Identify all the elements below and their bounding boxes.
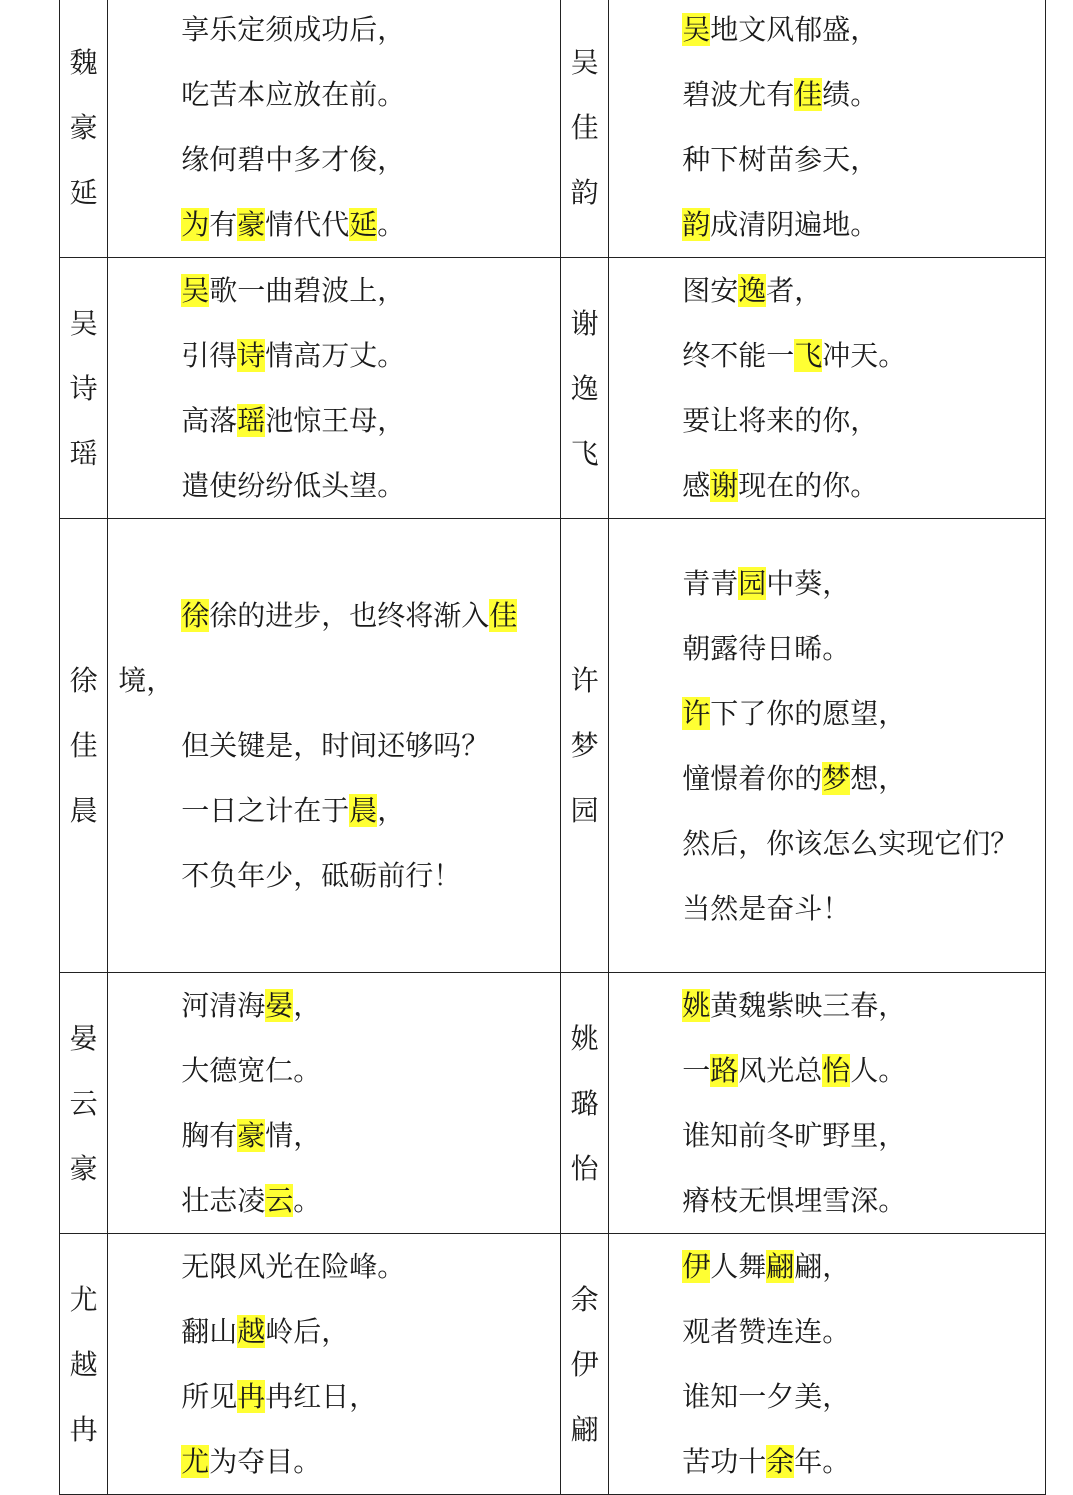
name-character-highlight: 园	[738, 566, 767, 600]
poem-line	[619, 127, 1037, 192]
poem-line	[619, 1299, 1037, 1364]
poem-text-segment: 河清海	[181, 989, 266, 1022]
student-name-cell	[561, 0, 609, 258]
poem-line	[619, 1038, 1037, 1103]
poem-text-segment: 情，	[265, 1119, 322, 1152]
name-character-highlight: 姚	[682, 989, 711, 1022]
student-name: 吴佳韵	[570, 45, 599, 209]
poem-line	[619, 453, 1037, 518]
poem-text-segment: 现在的你。	[738, 469, 879, 502]
acrostic-poem-cell	[609, 973, 1046, 1234]
poem-text-segment: 缘何碧中多才俊，	[181, 143, 406, 176]
name-character-highlight: 晨	[349, 794, 378, 827]
poem-line	[118, 713, 552, 778]
name-character-highlight: 延	[349, 208, 378, 241]
poem-text-segment: 绩。	[822, 78, 879, 111]
poem-text-segment: 终不能一	[682, 339, 795, 372]
poem-text-segment: 苦功十	[682, 1445, 767, 1478]
student-name-cell	[60, 1234, 108, 1495]
name-character-highlight: 尤	[181, 1445, 210, 1478]
poem-text-segment: 池惊王母，	[265, 404, 406, 437]
poem-text-segment: 歌一曲碧波上，	[209, 274, 406, 307]
poem-text-segment: 岭后，	[265, 1315, 350, 1348]
table-row	[60, 258, 1046, 519]
poem-line	[118, 843, 552, 908]
student-name-cell	[60, 973, 108, 1234]
poem-text-segment: 翻山	[181, 1315, 238, 1348]
acrostic-poem-cell	[108, 973, 561, 1234]
student-name: 许梦园	[570, 664, 599, 827]
poem-line	[118, 62, 552, 127]
name-character-highlight: 徐	[181, 599, 210, 632]
name-character-highlight: 伊	[682, 1250, 711, 1283]
name-character-highlight: 翩	[766, 1250, 795, 1283]
poem-line	[619, 388, 1037, 453]
poem-text-segment: 朝露待日晞。	[682, 631, 851, 665]
name-character-highlight: 韵	[682, 208, 711, 241]
poem-text-segment: 冲天。	[822, 339, 907, 372]
name-character-highlight: 梦	[822, 761, 851, 795]
poem-text-segment: 一日之计在于	[181, 794, 350, 827]
student-name: 余伊翩	[570, 1282, 599, 1446]
poem-line	[118, 973, 552, 1038]
name-character-highlight: 吴	[181, 274, 210, 307]
poem-text-segment: 。	[293, 1184, 322, 1217]
poem-text-segment: 憧憬着你的	[682, 761, 823, 795]
poem-text-segment: 遣使纷纷低头望。	[181, 469, 406, 502]
name-character-highlight: 怡	[822, 1054, 851, 1087]
name-character-highlight: 豪	[237, 208, 266, 241]
poem-line	[619, 323, 1037, 388]
poem-text-segment: 黄魏紫映三春，	[710, 989, 907, 1022]
poem-text-segment: 地文风郁盛，	[710, 13, 879, 46]
student-name: 尤越冉	[69, 1282, 98, 1446]
poem-text-segment: 引得	[181, 339, 238, 372]
acrostic-poem	[108, 973, 560, 1233]
poem-text-segment: ，	[377, 794, 406, 827]
name-character-highlight: 豪	[237, 1119, 266, 1152]
poem-text-segment: 中葵，	[766, 566, 851, 600]
student-name: 晏云豪	[69, 1021, 98, 1185]
acrostic-poem	[609, 0, 1045, 257]
acrostic-poem	[108, 1234, 560, 1494]
acrostic-poem	[108, 0, 560, 257]
poem-text-segment: 为夺目。	[209, 1445, 322, 1478]
poem-text-segment: 谁知一夕美，	[682, 1380, 851, 1413]
poem-text-segment: 境，	[118, 664, 175, 697]
poem-text-segment: 成清阴遍地。	[710, 208, 879, 241]
acrostic-poem	[609, 258, 1045, 518]
poem-line	[619, 258, 1037, 323]
poem-line	[118, 453, 552, 518]
name-character-highlight: 佳	[794, 78, 823, 111]
name-character-highlight: 路	[710, 1054, 739, 1087]
acrostic-poem-cell	[609, 519, 1046, 973]
name-character-highlight: 吴	[682, 13, 711, 46]
table-row	[60, 1234, 1046, 1495]
poem-line	[619, 1234, 1037, 1299]
acrostic-poem	[108, 258, 560, 518]
poem-line	[619, 551, 1037, 616]
student-name-cell	[60, 258, 108, 519]
poem-line	[118, 1299, 552, 1364]
poem-text-segment: 不负年少，砥砺前行！	[181, 859, 462, 892]
poem-line	[118, 583, 552, 713]
student-name-cell	[60, 519, 108, 973]
poem-line	[118, 0, 552, 62]
poem-line	[619, 616, 1037, 681]
name-character-highlight: 诗	[237, 339, 266, 372]
acrostic-poem-cell	[108, 1234, 561, 1495]
student-name: 魏豪延	[69, 45, 98, 209]
poem-line	[118, 192, 552, 257]
student-name: 谢逸飞	[570, 306, 599, 470]
poem-line	[118, 1364, 552, 1429]
poem-text-segment: 图安	[682, 274, 739, 307]
poem-text-segment: 冉红日，	[265, 1380, 378, 1413]
student-name: 姚璐怡	[570, 1021, 599, 1185]
poem-line	[619, 1103, 1037, 1168]
name-character-highlight: 冉	[237, 1380, 266, 1413]
poem-line	[118, 323, 552, 388]
poem-line	[118, 778, 552, 843]
student-name-cell	[561, 258, 609, 519]
poem-line	[619, 681, 1037, 746]
poem-line	[118, 1234, 552, 1299]
name-character-highlight: 瑶	[237, 404, 266, 437]
poem-text-segment: 观者赞连连。	[682, 1315, 851, 1348]
poem-text-segment: 一	[682, 1054, 711, 1087]
name-character-highlight: 余	[766, 1445, 795, 1478]
name-character-highlight: 佳	[489, 599, 518, 632]
table-row	[60, 0, 1046, 258]
poem-text-segment: 高落	[181, 404, 238, 437]
poem-text-segment: 但关键是，时间还够吗？	[181, 729, 490, 762]
acrostic-poem-cell	[609, 1234, 1046, 1495]
acrostic-poem	[609, 973, 1045, 1233]
acrostic-poem-cell	[108, 258, 561, 519]
poem-text-segment: 吃苦本应放在前。	[181, 78, 406, 111]
poem-text-segment: 谁知前冬旷野里，	[682, 1119, 907, 1152]
name-character-highlight: 许	[682, 696, 711, 730]
poem-line	[619, 973, 1037, 1038]
poem-line	[619, 746, 1037, 811]
poem-line	[118, 1103, 552, 1168]
table-row	[60, 519, 1046, 973]
poem-line	[619, 1168, 1037, 1233]
poem-text-segment: 年。	[794, 1445, 851, 1478]
student-name: 吴诗瑶	[69, 306, 98, 470]
acrostic-poem-cell	[108, 0, 561, 258]
student-name: 徐佳晨	[69, 664, 98, 827]
poem-line	[118, 1429, 552, 1494]
student-name-cell	[561, 1234, 609, 1495]
poem-line	[619, 1429, 1037, 1494]
poem-text-segment: 徐的进步，也终将渐入	[209, 599, 490, 632]
poem-line	[619, 0, 1037, 62]
poem-text-segment: 者，	[766, 274, 823, 307]
poem-text-segment: 。	[377, 208, 406, 241]
poem-text-segment: 情代代	[265, 208, 350, 241]
poem-text-segment: ，	[293, 989, 322, 1022]
name-character-highlight: 云	[265, 1184, 294, 1217]
student-name-cell	[60, 0, 108, 258]
poem-text-segment: 感	[682, 469, 711, 502]
poem-line	[118, 388, 552, 453]
acrostic-poem-cell	[609, 0, 1046, 258]
poem-text-segment: 种下树苗参天，	[682, 143, 879, 176]
acrostic-poem	[609, 551, 1045, 941]
acrostic-poem	[609, 1234, 1045, 1494]
poem-text-segment: 青青	[682, 566, 739, 600]
poem-text-segment: 瘠枝无惧埋雪深。	[682, 1184, 907, 1217]
poem-text-segment: 风光总	[738, 1054, 823, 1087]
student-name-cell	[561, 973, 609, 1234]
name-character-highlight: 谢	[710, 469, 739, 502]
poem-text-segment: 享乐定须成功后，	[181, 13, 406, 46]
name-character-highlight: 逸	[738, 274, 767, 307]
poem-text-segment: 要让将来的你，	[682, 404, 879, 437]
poem-line	[619, 62, 1037, 127]
poem-line	[118, 258, 552, 323]
poem-text-segment: 壮志凌	[181, 1184, 266, 1217]
poem-text-segment: 碧波尤有	[682, 78, 795, 111]
poem-text-segment: 然后，你该怎么实现它们？	[682, 826, 1019, 860]
poem-text-segment: 有	[209, 208, 238, 241]
student-name-cell	[561, 519, 609, 973]
poem-line	[619, 192, 1037, 257]
acrostic-poem-cell	[108, 519, 561, 973]
table-row	[60, 973, 1046, 1234]
poem-table	[59, 0, 1046, 1495]
poem-line	[118, 1168, 552, 1233]
poem-text-segment: 当然是奋斗！	[682, 891, 851, 925]
poem-table-body	[60, 0, 1046, 1495]
poem-line	[118, 1038, 552, 1103]
acrostic-poem-cell	[609, 258, 1046, 519]
poem-line	[619, 1364, 1037, 1429]
poem-text-segment: 下了你的愿望，	[710, 696, 907, 730]
poem-text-segment: 大德宽仁。	[181, 1054, 322, 1087]
poem-text-segment: 人舞	[710, 1250, 767, 1283]
acrostic-poem	[108, 583, 560, 908]
poem-text-segment: 翩，	[794, 1250, 851, 1283]
name-character-highlight: 飞	[794, 339, 823, 372]
poem-text-segment: 胸有	[181, 1119, 238, 1152]
poem-text-segment: 人。	[850, 1054, 907, 1087]
poem-line	[619, 876, 1037, 941]
poem-text-segment: 所见	[181, 1380, 238, 1413]
name-character-highlight: 越	[237, 1315, 266, 1348]
poem-text-segment: 情高万丈。	[265, 339, 406, 372]
poem-text-segment: 无限风光在险峰。	[181, 1250, 406, 1283]
poem-line	[619, 811, 1037, 876]
name-character-highlight: 为	[181, 208, 210, 241]
name-character-highlight: 晏	[265, 989, 294, 1022]
poem-text-segment: 想，	[850, 761, 907, 795]
poem-line	[118, 127, 552, 192]
